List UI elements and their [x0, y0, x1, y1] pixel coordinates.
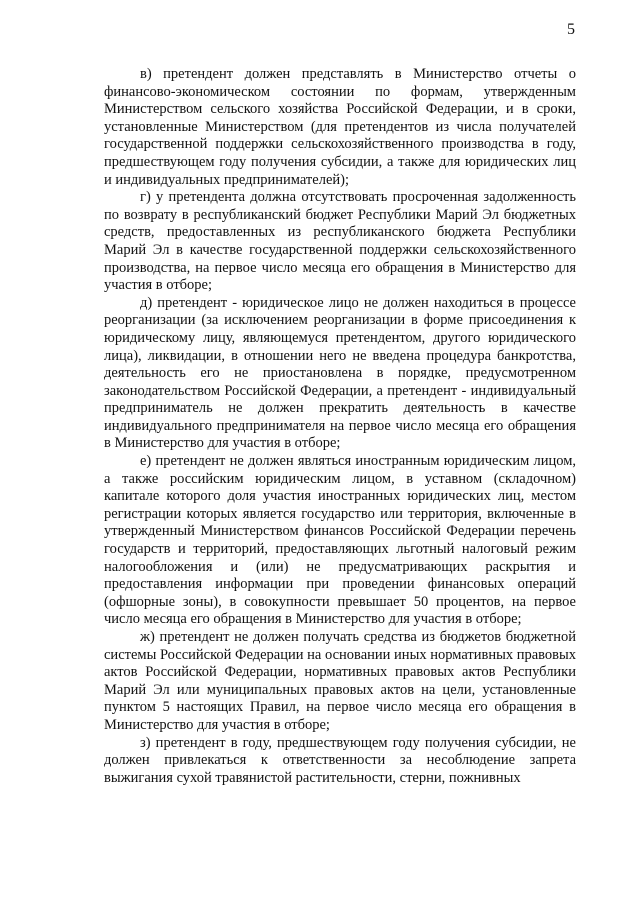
paragraph-zh: ж) претендент не должен получать средства из бюджетов бюджетной системы Российской Федерации на основании иных нормативных правовых актов Российской Федерации, нормативных правовых актов Республики Марий Эл или муниципальных правовых актов на цели, установленные пунктом 5 настоящих Правил, на первое число месяца его обращения в Министерство для участия в отборе; — [104, 629, 576, 733]
document-body — [104, 66, 576, 787]
paragraph-v: в) претендент должен представлять в Министерство отчеты о финансово-экономическом состоянии по формам, утвержденным Министерством сельского хозяйства Российской Федерации, и в сроки, установленные Министерством (для претендентов из числа получателей государственной поддержки сельскохозяйственного производства в году, предшествующем году получения субсидии, а также для юридических лиц и индивидуальных предпринимателей); — [104, 66, 576, 188]
paragraph-e: е) претендент не должен являться иностранным юридическим лицом, а также российским юридическим лицом, в уставном (складочном) капитале которого доля участия иностранных юридических лиц, местом регистрации которых является государство или территория, включенные в утвержденный Министерством финансов Российской Федерации перечень государств и территорий, предоставляющих льготный налоговый режим налогообложения и (или) не предусматривающих раскрытия и предоставления информации при проведении финансовых операций (офшорные зоны), в совокупности превышает 50 процентов, на первое число месяца его обращения в Министерство для участия в отборе; — [104, 453, 576, 628]
paragraph-d: д) претендент - юридическое лицо не должен находиться в процессе реорганизации (за исключением реорганизации в форме присоединения к юридическому лицу, являющемуся претендентом, другого юридического лица), ликвидации, в отношении него не введена процедура банкротства, деятельность его не приостановлена в порядке, предусмотренном законодательством Российской Федерации, а претендент - индивидуальный предприниматель не должен прекратить деятельность в качестве индивидуального предпринимателя на первое число месяца его обращения в Министерство для участия в отборе; — [104, 294, 576, 452]
paragraph-g: г) у претендента должна отсутствовать просроченная задолженность по возврату в республиканский бюджет Республики Марий Эл бюджетных средств, предоставленных из республиканского бюджета Республики Марий Эл в качестве государственной поддержки сельскохозяйственного производства, на первое число месяца его обращения в Министерство для участия в отборе; — [104, 189, 576, 294]
page-number: 5 — [567, 21, 575, 38]
paragraph-z: з) претендент в году, предшествующем году получения субсидии, не должен привлекаться к ответственности за несоблюдение запрета выжигания сухой травянистой растительности, стерни, пожнивных — [104, 734, 576, 786]
